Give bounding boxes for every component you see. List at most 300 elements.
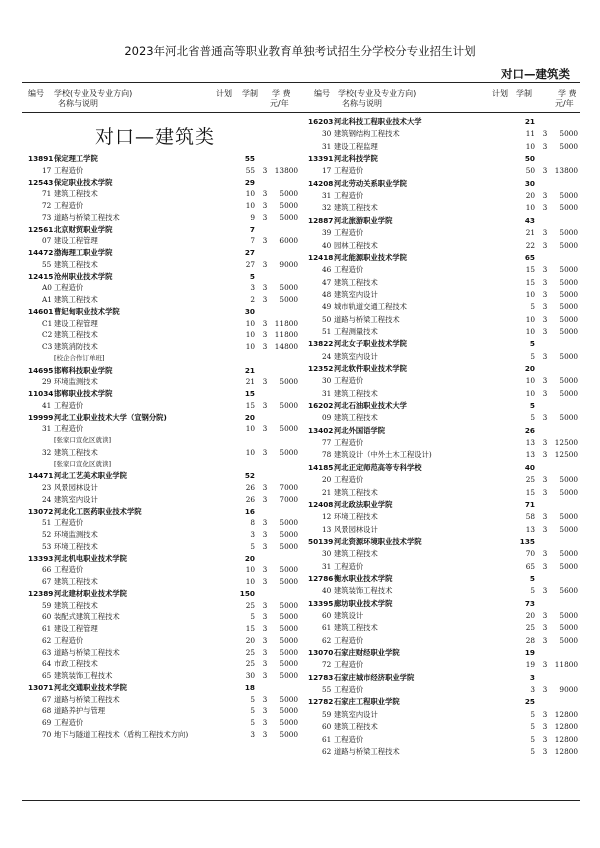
school-name: 北京财贸职业学院: [54, 224, 113, 234]
school-name: 曹妃甸职业技术学院: [54, 306, 120, 316]
plan-count: 10: [245, 318, 255, 328]
major-row: [308, 561, 578, 572]
major-code: 66: [42, 565, 52, 575]
tuition-fee: 5000: [279, 659, 298, 669]
school-row: [308, 536, 578, 547]
plan-count: 11: [525, 129, 535, 139]
major-code: 73: [42, 212, 52, 222]
plan-count: 20: [245, 635, 255, 645]
plan-count: 26: [245, 494, 255, 504]
plan-count: 10: [245, 330, 255, 340]
plan-count: 25: [245, 659, 255, 669]
plan-total: 5: [529, 401, 535, 411]
major-code: 59: [322, 709, 332, 719]
years: 3: [262, 330, 268, 340]
major-name: 园林工程技术: [334, 240, 378, 250]
school-code: 12783: [308, 672, 334, 682]
school-name: 河北交通职业技术学院: [54, 682, 127, 692]
major-code: 72: [322, 660, 332, 670]
years: 3: [542, 487, 548, 497]
major-row: [28, 188, 298, 199]
major-name: 环境工程技术: [54, 541, 98, 551]
tuition-fee: 5000: [279, 729, 298, 739]
school-row: [308, 363, 578, 374]
years: 3: [262, 635, 268, 645]
major-name: [张家口宣化区就读]: [54, 436, 112, 444]
tuition-fee: 5000: [559, 191, 578, 201]
plan-total: 27: [244, 248, 255, 257]
major-code: 53: [42, 541, 52, 551]
major-row: [28, 658, 298, 669]
plan-count: 3: [530, 685, 535, 695]
major-name: 工程造价: [54, 635, 84, 645]
tuition-fee: 5000: [279, 600, 298, 610]
tuition-fee: 12800: [554, 709, 578, 719]
major-name: 工程造价: [54, 424, 84, 434]
major-code: 70: [42, 729, 52, 739]
plan-count: 5: [250, 718, 255, 727]
school-row: [308, 672, 578, 683]
major-row: [308, 610, 578, 621]
plan-count: 25: [525, 623, 535, 633]
major-code: 55: [42, 259, 52, 269]
major-name: 建筑工程技术: [334, 722, 378, 732]
major-name: 工程造价: [334, 228, 364, 238]
school-row: [308, 462, 578, 473]
major-row: [28, 212, 298, 223]
plan-total: 30: [524, 178, 535, 188]
major-code: 62: [322, 635, 332, 645]
school-name: 河北软件职业技术学院: [334, 364, 407, 373]
school-row: [28, 306, 298, 317]
plan-count: 70: [525, 549, 535, 559]
plan-total: 150: [239, 588, 255, 598]
major-name: 工程造价: [334, 475, 364, 485]
plan-count: 19: [525, 660, 535, 670]
plan-count: 10: [525, 314, 535, 324]
years: 3: [542, 623, 548, 633]
years: 3: [542, 240, 548, 250]
school-row: [28, 271, 298, 282]
tuition-fee: 5000: [279, 212, 298, 222]
major-code: 31: [322, 388, 332, 398]
tuition-fee: 5000: [279, 447, 298, 457]
major-row: [28, 423, 298, 434]
school-row: [28, 177, 298, 188]
major-name: 建设工程监理: [334, 141, 378, 151]
plan-count: 10: [525, 203, 535, 213]
header-code-left: 编号: [28, 89, 44, 98]
school-code: 12352: [308, 364, 334, 373]
plan-total: 16: [244, 506, 255, 516]
tuition-fee: 7000: [279, 483, 298, 492]
school-code: 13395: [308, 598, 334, 608]
school-name: 石家庄工程职业学院: [334, 697, 400, 707]
major-row: [28, 318, 298, 329]
header-bottom-rule: [22, 112, 580, 113]
major-name: 道路与桥梁工程技术: [334, 314, 400, 324]
major-code: 23: [42, 483, 52, 492]
header-years-left: 学制: [242, 89, 258, 98]
major-name: 工程造价: [334, 166, 364, 176]
plan-count: 10: [245, 342, 255, 351]
major-code: 51: [322, 326, 332, 336]
school-row: [308, 696, 578, 707]
school-code: 12786: [308, 573, 334, 583]
major-name: 工程造价: [334, 635, 364, 645]
plan-total: 5: [529, 573, 535, 583]
major-name: 工程造价: [334, 191, 364, 201]
years: 3: [262, 647, 268, 657]
tuition-fee: 12500: [554, 450, 578, 460]
school-name: 河北石油职业技术大学: [334, 401, 407, 411]
tuition-fee: 6000: [279, 236, 298, 246]
major-code: 39: [322, 228, 332, 238]
major-code: 67: [42, 694, 52, 704]
plan-total: 18: [244, 682, 255, 692]
plan-count: 13: [525, 524, 535, 534]
major-row: [308, 659, 578, 670]
tuition-fee: 5000: [559, 228, 578, 238]
tuition-fee: 12800: [554, 722, 578, 732]
school-name: 河北旅游职业学院: [334, 215, 393, 225]
years: 3: [262, 729, 268, 739]
years: 3: [262, 577, 268, 586]
years: 3: [262, 236, 268, 246]
major-name: 道路与桥梁工程技术: [54, 212, 120, 222]
major-row: [28, 482, 298, 493]
major-code: 30: [322, 376, 332, 386]
plan-count: 8: [250, 518, 255, 528]
major-row: [28, 729, 298, 740]
plan-count: 21: [245, 377, 255, 387]
tuition-fee: 5000: [559, 524, 578, 534]
school-name: 河北建材职业技术学院: [54, 588, 127, 598]
years: 3: [542, 635, 548, 645]
school-row: [28, 682, 298, 693]
major-code: 77: [322, 438, 332, 448]
plan-count: 26: [245, 483, 255, 492]
tuition-fee: 5000: [559, 314, 578, 324]
school-code: 12543: [28, 177, 54, 187]
plan-count: 5: [530, 709, 535, 719]
plan-total: 52: [244, 471, 255, 481]
years: 3: [262, 494, 268, 504]
years: 3: [542, 302, 548, 312]
school-code: 13393: [28, 553, 54, 563]
header-school-left: 学校(专业及专业方向): [54, 89, 133, 98]
major-name: 工程造价: [54, 283, 84, 293]
school-name: 河北政法职业学院: [334, 499, 393, 509]
years: 3: [262, 318, 268, 328]
major-code: 24: [322, 351, 332, 361]
school-name: 河北科技工程职业技术大学: [334, 117, 422, 126]
years: 3: [262, 565, 268, 575]
tuition-fee: 11800: [554, 660, 578, 670]
major-name: 风景园林设计: [334, 524, 378, 534]
major-row: [28, 294, 298, 305]
school-code: 12561: [28, 224, 54, 234]
plan-total: 55: [244, 154, 255, 163]
plan-total: 29: [244, 177, 255, 187]
tuition-fee: 5000: [279, 577, 298, 586]
major-row: [28, 670, 298, 681]
school-name: 河北外国语学院: [334, 425, 386, 435]
major-row: [28, 376, 298, 387]
major-name: 工程造价: [334, 734, 364, 744]
major-row: [308, 202, 578, 213]
years: 3: [262, 201, 268, 210]
major-name: 建筑工程技术: [334, 413, 378, 423]
plan-total: 71: [524, 499, 535, 509]
major-row: [308, 190, 578, 201]
plan-count: 21: [525, 228, 535, 238]
school-name: 石家庄城市经济职业学院: [334, 672, 415, 682]
major-name: 建筑工程技术: [54, 259, 98, 269]
major-row: [308, 709, 578, 720]
tuition-fee: 5000: [279, 671, 298, 680]
major-row: [308, 277, 578, 288]
tuition-fee: 5000: [279, 541, 298, 551]
major-code: C3: [42, 342, 53, 351]
major-row: [28, 282, 298, 293]
years: 3: [542, 709, 548, 719]
major-code: 12: [322, 512, 332, 522]
tuition-fee: 5000: [559, 635, 578, 645]
major-row: [28, 165, 298, 176]
tuition-fee: 5000: [559, 326, 578, 336]
major-row: [308, 301, 578, 312]
major-code: 30: [322, 129, 332, 139]
school-row: [308, 153, 578, 164]
plan-count: 9: [250, 212, 255, 222]
years: 3: [262, 706, 268, 716]
plan-count: 13: [525, 450, 535, 460]
years: 3: [542, 277, 548, 287]
years: 3: [262, 694, 268, 704]
plan-count: 20: [525, 191, 535, 201]
header-years-right: 学制: [516, 89, 532, 98]
major-row: [308, 326, 578, 337]
years: 3: [542, 203, 548, 213]
years: 3: [542, 141, 548, 151]
major-row: [28, 400, 298, 411]
school-code: 14472: [28, 248, 54, 257]
tuition-fee: 5000: [279, 694, 298, 704]
major-code: 20: [322, 475, 332, 485]
school-code: 12389: [28, 588, 54, 598]
major-code: 31: [322, 561, 332, 571]
plan-count: 20: [525, 611, 535, 620]
major-code: A1: [42, 295, 52, 304]
plan-count: 10: [525, 388, 535, 398]
major-row: [28, 611, 298, 622]
plan-count: 5: [530, 302, 535, 312]
major-code: 52: [42, 530, 52, 539]
years: 3: [262, 447, 268, 457]
plan-count: 7: [250, 236, 255, 246]
school-name: 衡水职业技术学院: [334, 573, 393, 583]
header-name-left: 名称与说明: [58, 99, 98, 108]
major-name: 工程造价: [54, 400, 84, 410]
major-name: 建筑钢结构工程技术: [334, 129, 400, 139]
major-name: 建筑装饰工程技术: [334, 586, 393, 596]
major-name: 道路与桥梁工程技术: [54, 647, 120, 657]
major-row: [28, 623, 298, 634]
years: 3: [542, 685, 548, 695]
plan-count: 28: [525, 635, 535, 645]
years: 3: [542, 129, 548, 139]
tuition-fee: 13800: [274, 165, 298, 175]
years: 3: [262, 189, 268, 199]
major-name: 工程造价: [54, 201, 84, 210]
major-row: [308, 240, 578, 251]
tuition-fee: 5000: [279, 189, 298, 199]
major-code: 51: [42, 518, 52, 528]
major-code: 64: [42, 659, 52, 669]
major-name: 建筑室内设计: [54, 494, 98, 504]
years: 3: [262, 671, 268, 680]
years: 3: [262, 212, 268, 222]
major-row: [28, 259, 298, 270]
school-name: 河北女子职业技术学院: [334, 339, 407, 349]
years: 3: [542, 191, 548, 201]
major-row: [28, 717, 298, 728]
years: 3: [542, 228, 548, 238]
school-name: 保定理工学院: [54, 154, 98, 163]
plan-count: 25: [525, 475, 535, 485]
header-name-right: 名称与说明: [342, 99, 382, 108]
school-row: [308, 252, 578, 263]
years: 3: [542, 549, 548, 559]
school-row: [308, 116, 578, 127]
plan-total: 43: [524, 215, 535, 225]
note-row: [28, 435, 298, 446]
plan-total: 73: [524, 598, 535, 608]
plan-count: 5: [250, 706, 255, 716]
major-code: 60: [42, 612, 52, 622]
major-code: 41: [42, 400, 52, 410]
years: 3: [542, 586, 548, 596]
header-top-rule: [22, 82, 580, 83]
plan-count: 27: [245, 259, 255, 269]
plan-total: 65: [524, 252, 535, 262]
header-fee-unit-left: 元/年: [270, 99, 289, 108]
school-row: [28, 412, 298, 423]
school-code: 11034: [28, 389, 54, 398]
plan-count: 5: [530, 586, 535, 596]
school-name: 石家庄财经职业学院: [334, 648, 400, 658]
school-name: 邯郸科技职业学院: [54, 365, 113, 375]
years: 3: [262, 165, 268, 175]
header-fee-left: 学 费: [272, 89, 291, 98]
school-row: [308, 425, 578, 436]
tuition-fee: 5000: [559, 413, 578, 423]
years: 3: [542, 722, 548, 732]
school-code: 14601: [28, 306, 54, 316]
major-name: 工程造价: [334, 376, 364, 386]
tuition-fee: 5000: [559, 487, 578, 497]
school-code: 13070: [308, 648, 334, 658]
major-name: 工程造价: [54, 718, 84, 727]
major-row: [28, 341, 298, 352]
tuition-fee: 5000: [559, 277, 578, 287]
plan-total: 3: [529, 672, 535, 682]
major-name: 工程造价: [334, 660, 364, 670]
major-code: 67: [42, 577, 52, 586]
tuition-fee: 5000: [279, 565, 298, 575]
years: 3: [262, 518, 268, 528]
school-code: 14695: [28, 365, 54, 375]
major-row: [28, 529, 298, 540]
major-name: 装配式建筑工程技术: [54, 612, 120, 622]
plan-count: 15: [525, 277, 535, 287]
school-row: [308, 338, 578, 349]
major-row: [308, 165, 578, 176]
school-code: 12418: [308, 252, 334, 262]
header-fee-unit-right: 元/年: [555, 99, 574, 108]
major-row: [28, 517, 298, 528]
plan-total: 5: [249, 271, 255, 281]
major-name: 城市轨道交通工程技术: [334, 302, 407, 312]
school-row: [28, 588, 298, 599]
school-name: 渤海理工职业学院: [54, 248, 113, 257]
tuition-fee: 5000: [559, 388, 578, 398]
header-code-right: 编号: [314, 89, 330, 98]
tuition-fee: 5000: [559, 611, 578, 620]
school-code: 13822: [308, 339, 334, 349]
major-name: 工程造价: [334, 438, 364, 448]
major-code: 30: [322, 549, 332, 559]
years: 3: [262, 400, 268, 410]
plan-count: 22: [525, 240, 535, 250]
school-code: 12782: [308, 697, 334, 707]
major-row: [28, 600, 298, 611]
major-name: 环境工程技术: [334, 512, 378, 522]
plan-count: 5: [530, 722, 535, 732]
school-row: [28, 388, 298, 399]
tuition-fee: 11800: [274, 330, 298, 340]
tuition-fee: 5000: [279, 718, 298, 727]
years: 3: [262, 283, 268, 293]
school-name: 保定职业技术学院: [54, 177, 113, 187]
plan-count: 5: [250, 612, 255, 622]
plan-total: 21: [524, 117, 535, 126]
tuition-fee: 9000: [559, 685, 578, 695]
years: 3: [262, 377, 268, 387]
school-code: 13402: [308, 425, 334, 435]
major-name: 工程造价: [334, 561, 364, 571]
school-name: 河北工业职业技术大学（宣钢分院): [54, 412, 167, 422]
major-name: 工程造价: [54, 165, 84, 175]
plan-count: 30: [245, 671, 255, 680]
school-row: [308, 499, 578, 510]
plan-total: 7: [249, 224, 255, 234]
years: 3: [542, 746, 548, 756]
school-code: 16202: [308, 401, 334, 411]
years: 3: [542, 438, 548, 448]
years: 3: [262, 600, 268, 610]
years: 3: [262, 659, 268, 669]
years: 3: [262, 259, 268, 269]
school-code: 19999: [28, 412, 54, 422]
major-code: 07: [42, 236, 52, 246]
school-code: 12415: [28, 271, 54, 281]
major-name: 建筑工程技术: [334, 623, 378, 633]
major-code: 49: [322, 302, 332, 312]
footer-rule: [22, 800, 580, 801]
school-name: 沧州职业技术学院: [54, 271, 113, 281]
